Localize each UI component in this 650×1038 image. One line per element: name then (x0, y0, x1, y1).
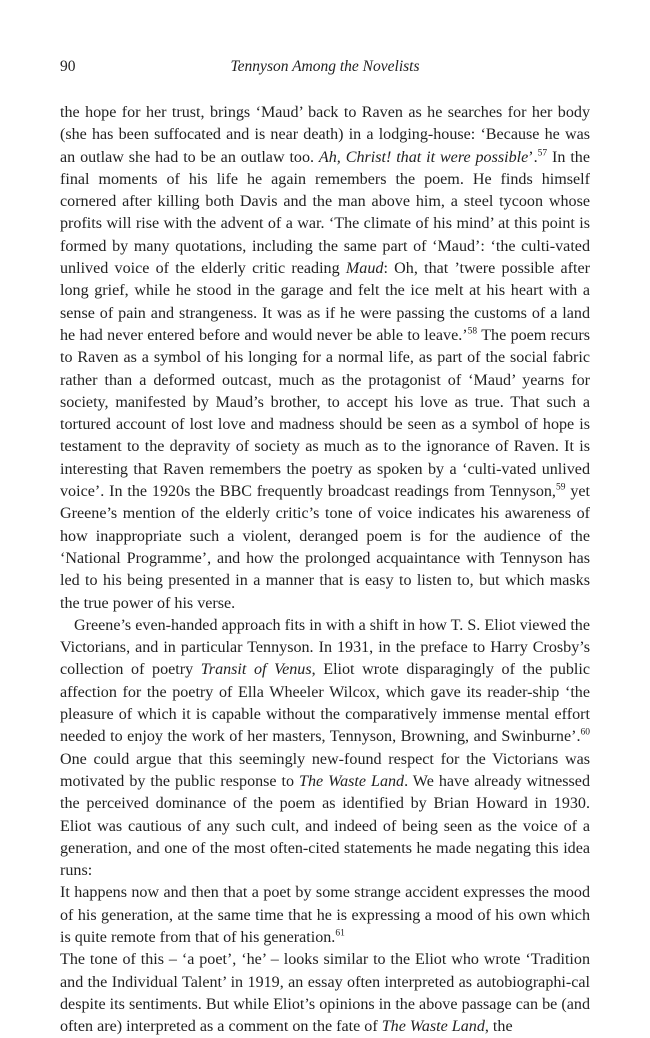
footnote-marker: 58 (467, 326, 478, 337)
page-header (60, 58, 590, 80)
block-quote (60, 882, 590, 949)
text-run: yet Greene’s mention of the elderly critic’s tone of voice indicates his awareness of how inappropriate such a violent, deranged poem is for the audience of the ‘National Programme’, and how the prolonged acquaintance with Tennyson has led to his being presented in a manner that is easy to listen to, but which masks the true power of his verse. (60, 483, 590, 612)
paragraph-1 (60, 102, 590, 615)
text-run: One could argue that this seemingly new-found respect for the Victorians was motivated by the public response to (60, 750, 590, 790)
text-run: ’. (528, 148, 538, 166)
footnote-marker: 57 (537, 148, 548, 159)
text-run: : Oh, that ’twere possible after long grief, while he stood in the garage and felt the ice melt at his heart with a sense of pain and strangeness. It was as if he were passing the customs of a land he had never entered before and would never be able to leave.’ (60, 260, 591, 344)
text-run: In the final moments of his life he again remembers the poem. He finds himself cornered after killing both Davis and the man above him, a steel tycoon whose profits will rise with the advent of a war. ‘The climate of his mind’ at this point is formed by many quotations, including the same part of ‘Maud’: ‘the culti-vated unlived voice of the elderly critic reading (60, 148, 590, 278)
text-run: Greene’s even-handed approach fits in with a shift in how T. S. Eliot viewed the Victorians, and in particular Tennyson. In 1931, in the preface to Harry Crosby’s collection of poetry (60, 616, 590, 679)
footnote-marker: 61 (335, 928, 345, 939)
italic-title: The Waste Land (381, 1018, 485, 1036)
text-run: . We have already witnessed the perceived dominance of the poem as identified by Brian Howard in 1930. Eliot was cautious of any such cult, and indeed of being seen as the voice of a generation, and one of the most often-cited statements he made negating this idea runs: (60, 772, 590, 880)
text-run: The poem recurs to Raven as a symbol of his longing for a normal life, as part of the social fabric rather than a deformed outcast, much as the protagonist of ‘Maud’ yearns for society, manifested by Maud’s brother, to accept his love as true. That such a tortured account of lost love and madness should be seen as a symbol of hope is testament to the depravity of society as much as to the ignorance of Raven. It is interesting that Raven remembers the poetry as spoken by a ‘culti-vated unlived voice’. In the 1920s the BBC frequently broadcast readings from Tennyson, (60, 326, 590, 501)
paragraph-2 (60, 615, 590, 883)
footnote-marker: 59 (555, 482, 566, 493)
paragraph-3 (60, 949, 590, 1038)
text-run: , Eliot wrote disparagingly of the public affection for the poetry of Ella Wheeler Wilcox, which gave its reader-ship ‘the pleasure of which it is capable without the comparatively immense mental effort needed to enjoy the work of her masters, Tennyson, Browning, and Swinburne’. (60, 661, 591, 746)
italic-quote: Ah, Christ! that it were possible (318, 148, 529, 166)
italic-title: Transit of Venus (200, 661, 312, 679)
italic-title: The Waste Land (299, 772, 405, 790)
footnote-marker: 60 (580, 727, 590, 738)
italic-title: Maud (345, 260, 384, 278)
text-run: the hope for her trust, brings ‘Maud’ back to Raven as he searches for her body (she has been suffocated and is near death) in a lodging-house: ‘Because he was an outlaw she had to be an outlaw too. (60, 104, 590, 166)
text-run: The tone of this – ‘a poet’, ‘he’ – looks similar to the Eliot who wrote ‘Tradition and the Individual Talent’ in 1919, an essay often interpreted as autobiographi-cal despite its sentiments. But while Eliot’s opinions in the above passage can be (and often are) interpreted as a comment on the fate of (60, 951, 590, 1036)
quote-text: It happens now and then that a poet by some strange accident expresses the mood of his generation, at the same time that he is expressing a mood of his own which is quite remote from that of his generation. (60, 884, 590, 946)
text-run: , the (484, 1018, 513, 1036)
body-text (60, 102, 590, 1038)
running-title: Tennyson Among the Novelists (230, 58, 420, 75)
page-number: 90 (60, 58, 76, 75)
